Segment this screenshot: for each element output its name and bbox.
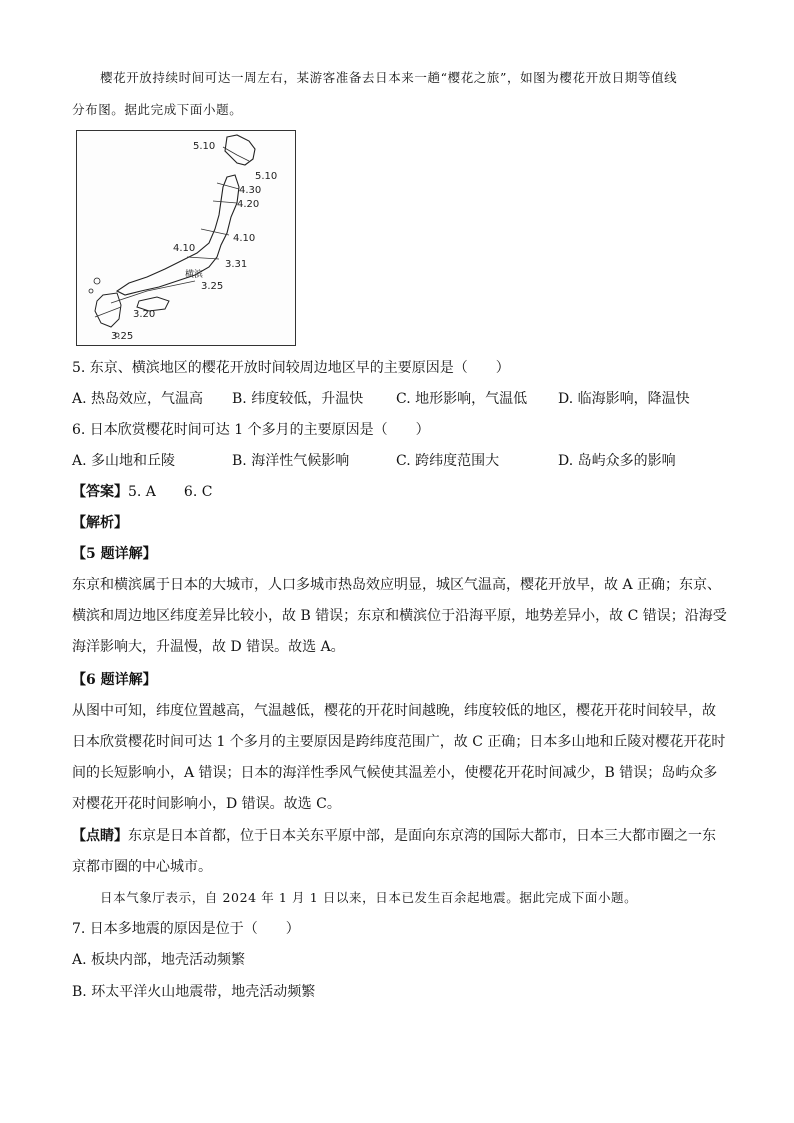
japan-sakura-isoline-map — [76, 130, 296, 346]
hokkaido-outline — [225, 135, 255, 165]
map-label-3-20: 3.20 — [133, 309, 156, 320]
q6-option-d: D. 岛屿众多的影响 — [558, 453, 676, 469]
isoline-4-30 — [217, 183, 239, 189]
map-label-4-10a: 4.10 — [233, 233, 256, 244]
isoline-3-31 — [187, 257, 219, 259]
detail-5-line-2: 横滨和周边地区纬度差异比较小，故 B 错误；东京和横滨位于沿海平原，地势差异小，故 C 错误；沿海受 — [72, 608, 727, 624]
island-dot — [89, 289, 93, 293]
map-label-3-25a: 3.25 — [201, 281, 224, 292]
map-label-3-25b: 3.25 — [111, 331, 134, 342]
detail-6-line-2: 日本欣赏樱花时间可达 1 个多月的主要原因是跨纬度范围广，故 C 正确；日本多山地和丘陵对樱花开花时 — [72, 734, 726, 750]
q6-option-c: C. 跨纬度范围大 — [396, 453, 500, 469]
question-7-stem: 7. 日本多地震的原因是位于（ ） — [72, 921, 300, 937]
q7-option-b: B. 环太平洋火山地震带，地壳活动频繁 — [72, 984, 316, 1000]
answer-line — [72, 482, 722, 502]
point-line-1 — [72, 826, 722, 846]
map-label-3-31: 3.31 — [225, 259, 248, 270]
point-text-1: 东京是日本首都，位于日本关东平原中部，是面向东京湾的国际大都市，日本三大都市圈之一东 — [128, 828, 716, 844]
question-6-options — [72, 451, 722, 471]
answer-text: 5. A 6. C — [128, 484, 213, 500]
intro-line-2: 分布图。据此完成下面小题。 — [72, 102, 243, 117]
intro-earthquake: 日本气象厅表示，自 2024 年 1 月 1 日以来，日本已发生百余起地震。据此完成下面小题。 — [100, 890, 638, 905]
q6-option-a: A. 多山地和丘陵 — [72, 453, 176, 469]
detail-6-tag: 【6 题详解】 — [72, 672, 157, 688]
question-5-stem: 5. 东京、横滨地区的樱花开放时间较周边地区早的主要原因是（ ） — [72, 360, 510, 376]
kyushu-outline — [95, 293, 121, 327]
detail-5-line-3: 海洋影响大，升温慢，故 D 错误。故选 A。 — [72, 639, 345, 655]
detail-5-tag: 【5 题详解】 — [72, 546, 157, 562]
detail-6-line-3: 间的长短影响小，A 错误；日本的海洋性季风气候使其温差小，使樱花开花时间减少，B 错误；岛屿众多 — [72, 765, 718, 781]
detail-5-line-1: 东京和横滨属于日本的大城市，人口多城市热岛效应明显，城区气温高，樱花开放早，故 A 正确；东京、 — [72, 577, 722, 593]
q5-option-c: C. 地形影响，气温低 — [396, 391, 528, 407]
honshu-outline — [117, 175, 239, 295]
isoline-3-20 — [95, 307, 121, 317]
analysis-tag: 【解析】 — [72, 515, 128, 531]
q5-option-b: B. 纬度较低，升温快 — [232, 391, 364, 407]
isoline-4-20 — [213, 201, 237, 203]
map-label-4-10b: 4.10 — [173, 243, 196, 254]
map-label-5-10b: 5.10 — [255, 171, 278, 182]
map-label-4-30: 4.30 — [239, 185, 262, 196]
map-svg — [77, 131, 295, 345]
island-dot — [94, 278, 100, 284]
detail-6-line-1: 从图中可知，纬度位置越高，气温越低，樱花的开花时间越晚，纬度较低的地区，樱花开花时间较早，故 — [72, 703, 716, 719]
detail-6-line-4: 对樱花开花时间影响小，D 错误。故选 C。 — [72, 796, 341, 812]
q5-option-a: A. 热岛效应，气温高 — [72, 391, 204, 407]
map-label-5-10a: 5.10 — [193, 141, 216, 152]
map-label-4-20: 4.20 — [237, 199, 260, 210]
isoline-3-25 — [111, 281, 195, 303]
intro-line-1: 樱花开放持续时间可达一周左右，某游客准备去日本来一趟“樱花之旅”，如图为樱花开放日期等值线 — [100, 70, 678, 85]
q6-option-b: B. 海洋性气候影响 — [232, 453, 350, 469]
isoline-5-10 — [223, 147, 249, 161]
q5-option-d: D. 临海影响，降温快 — [558, 391, 690, 407]
answer-tag: 【答案】 — [72, 484, 128, 500]
question-6-stem: 6. 日本欣赏樱花时间可达 1 个多月的主要原因是（ ） — [72, 422, 430, 438]
point-line-2: 京都市圈的中心城市。 — [72, 859, 212, 875]
point-tag: 【点睛】 — [72, 828, 128, 844]
question-5-options — [72, 389, 722, 409]
map-stamp-yokohama: 横滨 — [185, 270, 204, 280]
q7-option-a: A. 板块内部，地壳活动频繁 — [72, 952, 246, 968]
